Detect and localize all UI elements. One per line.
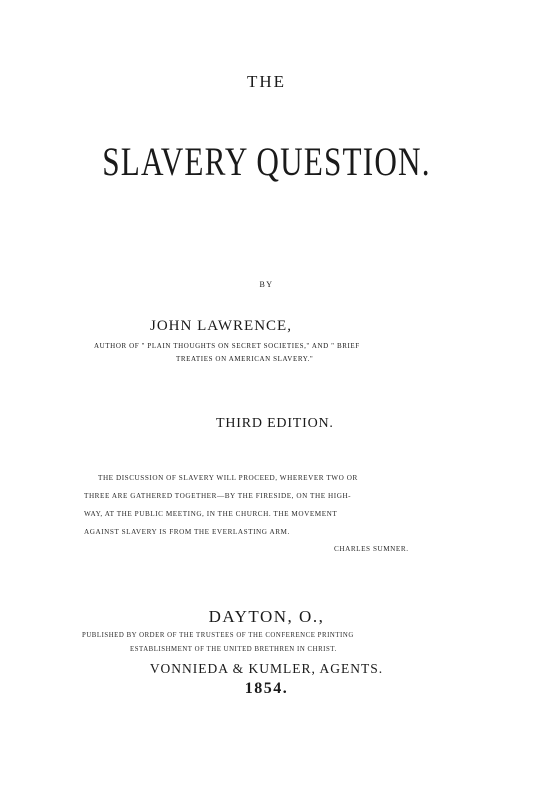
author-description-line-1: AUTHOR OF " PLAIN THOUGHTS ON SECRET SOCIETIES," AND " BRIEF bbox=[94, 342, 360, 350]
imprint-place: DAYTON, O., bbox=[208, 607, 325, 626]
author-description-line-2: TREATIES ON AMERICAN SLAVERY." bbox=[176, 355, 314, 363]
epigraph-line: THREE ARE GATHERED TOGETHER—BY THE FIRESIDE, ON THE HIGH- bbox=[84, 492, 352, 500]
epigraph-line: WAY, AT THE PUBLIC MEETING, IN THE CHURCH. THE MOVEMENT bbox=[84, 510, 338, 518]
epigraph-line: AGAINST SLAVERY IS FROM THE EVERLASTING ARM. bbox=[84, 528, 290, 536]
imprint-year: 1854. bbox=[244, 680, 289, 697]
book-title: SLAVERY QUESTION. bbox=[102, 139, 431, 184]
publisher-line-1: PUBLISHED BY ORDER OF THE TRUSTEES OF THE CONFERENCE PRINTING bbox=[82, 632, 354, 639]
author-name: JOHN LAWRENCE, bbox=[150, 318, 292, 334]
epigraph-line: THE DISCUSSION OF SLAVERY WILL PROCEED, WHEREVER TWO OR bbox=[98, 474, 358, 482]
imprint-agents: VONNIEDA & KUMLER, AGENTS. bbox=[149, 661, 384, 676]
pre-title: THE bbox=[246, 72, 287, 91]
by-line: BY bbox=[259, 280, 274, 289]
publisher-line-2: ESTABLISHMENT OF THE UNITED BRETHREN IN CHRIST. bbox=[130, 646, 337, 653]
edition: THIRD EDITION. bbox=[216, 416, 334, 431]
epigraph-attribution: CHARLES SUMNER. bbox=[334, 545, 409, 553]
